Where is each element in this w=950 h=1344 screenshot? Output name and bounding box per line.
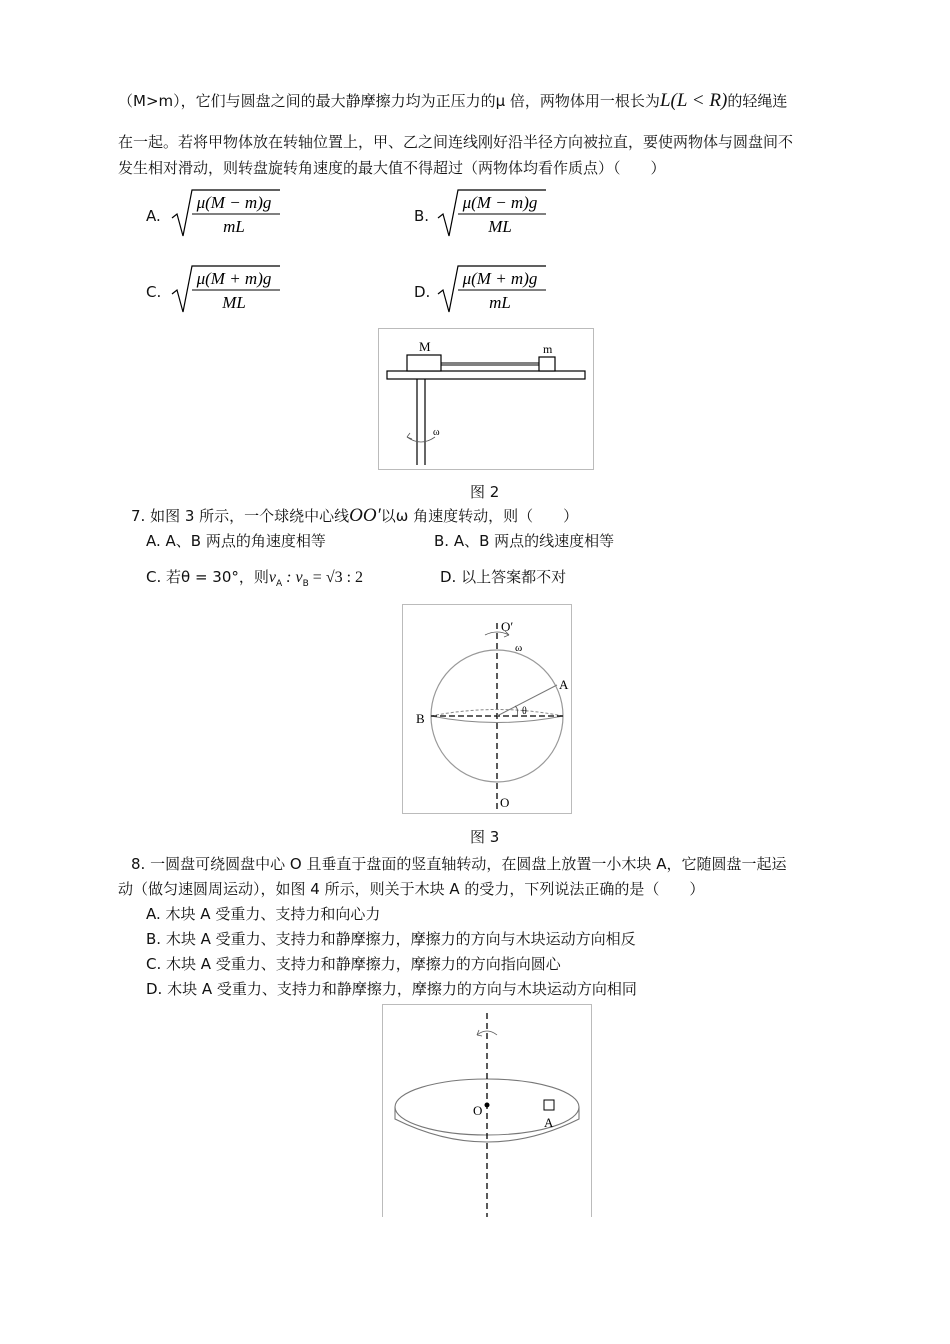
q6-line2: 在一起。若将甲物体放在转轴位置上，甲、乙之间连线刚好沿半径方向被拉直，要使两物体与圆盘间不 — [118, 133, 794, 151]
radius-to-A — [497, 685, 557, 716]
q6-option-a-num: μ(M − m)g — [196, 193, 272, 212]
label-B: B — [416, 711, 425, 726]
q6-option-a-formula — [170, 186, 282, 240]
turntable-plate — [387, 371, 585, 379]
q8-option-d: D. 木块 A 受重力、支持力和静摩擦力，摩擦力的方向与木块运动方向相同 — [146, 980, 637, 998]
figure-3 — [402, 604, 572, 814]
figure-2 — [378, 328, 594, 470]
label-omega: ω — [433, 427, 440, 438]
center-dot — [485, 1103, 490, 1108]
label-M: M — [419, 339, 431, 354]
q6-option-b-den: ML — [488, 217, 512, 236]
figure-4 — [382, 1004, 592, 1217]
q6-option-c-den: ML — [222, 293, 246, 312]
q6-option-b-formula — [436, 186, 548, 240]
q7-option-c: C. 若θ = 30°，则$v_A$ : $v_B = √3$ : 2 — [146, 568, 364, 589]
q6-option-a-label: A. — [146, 207, 161, 225]
q6-option-d-label: D. — [414, 283, 431, 301]
label-theta: θ — [522, 706, 527, 717]
q6-line1-math: L(L < R) — [659, 90, 728, 111]
q8-option-c: C. 木块 A 受重力、支持力和静摩擦力，摩擦力的方向指向圆心 — [146, 955, 561, 973]
q7-option-b: B. A、B 两点的线速度相等 — [434, 532, 615, 550]
label-m: m — [543, 342, 553, 356]
q6-option-b-num: μ(M − m)g — [462, 193, 538, 212]
label-A: A — [544, 1115, 554, 1130]
q7-stem-math: OO′ — [349, 505, 381, 526]
label-A: A — [559, 677, 569, 692]
q6-option-c-formula — [170, 262, 282, 316]
q8-line2: 动（做匀速圆周运动），如图 4 所示，则关于木块 A 的受力，下列说法正确的是（ ） — [118, 880, 705, 898]
label-O: O — [500, 795, 510, 810]
q6-option-d-den: mL — [489, 293, 511, 312]
disc-diagram — [383, 1005, 591, 1217]
block-M — [407, 355, 441, 371]
figure-3-caption: 图 3 — [470, 828, 500, 846]
q7-option-a: A. A、B 两点的角速度相等 — [146, 532, 326, 550]
sphere-diagram — [403, 605, 571, 813]
block-A — [544, 1100, 554, 1110]
rotation-arrow-icon — [407, 437, 435, 442]
label-omega: ω — [515, 642, 523, 654]
q8-option-b: B. 木块 A 受重力、支持力和静摩擦力，摩擦力的方向与木块运动方向相反 — [146, 930, 636, 948]
q6-option-d-num: μ(M + m)g — [462, 269, 538, 288]
q8-line1: 8. 一圆盘可绕圆盘中心 O 且垂直于盘面的竖直轴转动，在圆盘上放置一小木块 A，它随圆盘一起运 — [131, 855, 787, 873]
q6-line3: 发生相对滑动，则转盘旋转角速度的最大值不得超过（两物体均看作质点）（ ） — [118, 159, 666, 177]
q6-option-a-den: mL — [223, 217, 245, 236]
q7-stem: 7. 如图 3 所示，一个球绕中心线OO′以ω 角速度转动，则（ ） — [131, 505, 579, 526]
label-O-prime: O′ — [501, 619, 514, 634]
q6-option-c-label: C. — [146, 283, 162, 301]
q6-option-b-label: B. — [414, 207, 430, 225]
q7-option-d: D. 以上答案都不对 — [440, 568, 567, 586]
block-m — [539, 357, 555, 371]
q8-option-a: A. 木块 A 受重力、支持力和向心力 — [146, 905, 381, 923]
q6-option-d-formula — [436, 262, 548, 316]
label-O: O — [473, 1103, 483, 1118]
turntable-diagram — [379, 329, 593, 469]
figure-2-caption: 图 2 — [470, 483, 500, 501]
q6-line1: （M>m），它们与圆盘之间的最大静摩擦力均为正压力的μ 倍，两物体用一根长为L(L < R)的轻绳连 — [118, 90, 788, 111]
q6-option-c-num: μ(M + m)g — [196, 269, 272, 288]
